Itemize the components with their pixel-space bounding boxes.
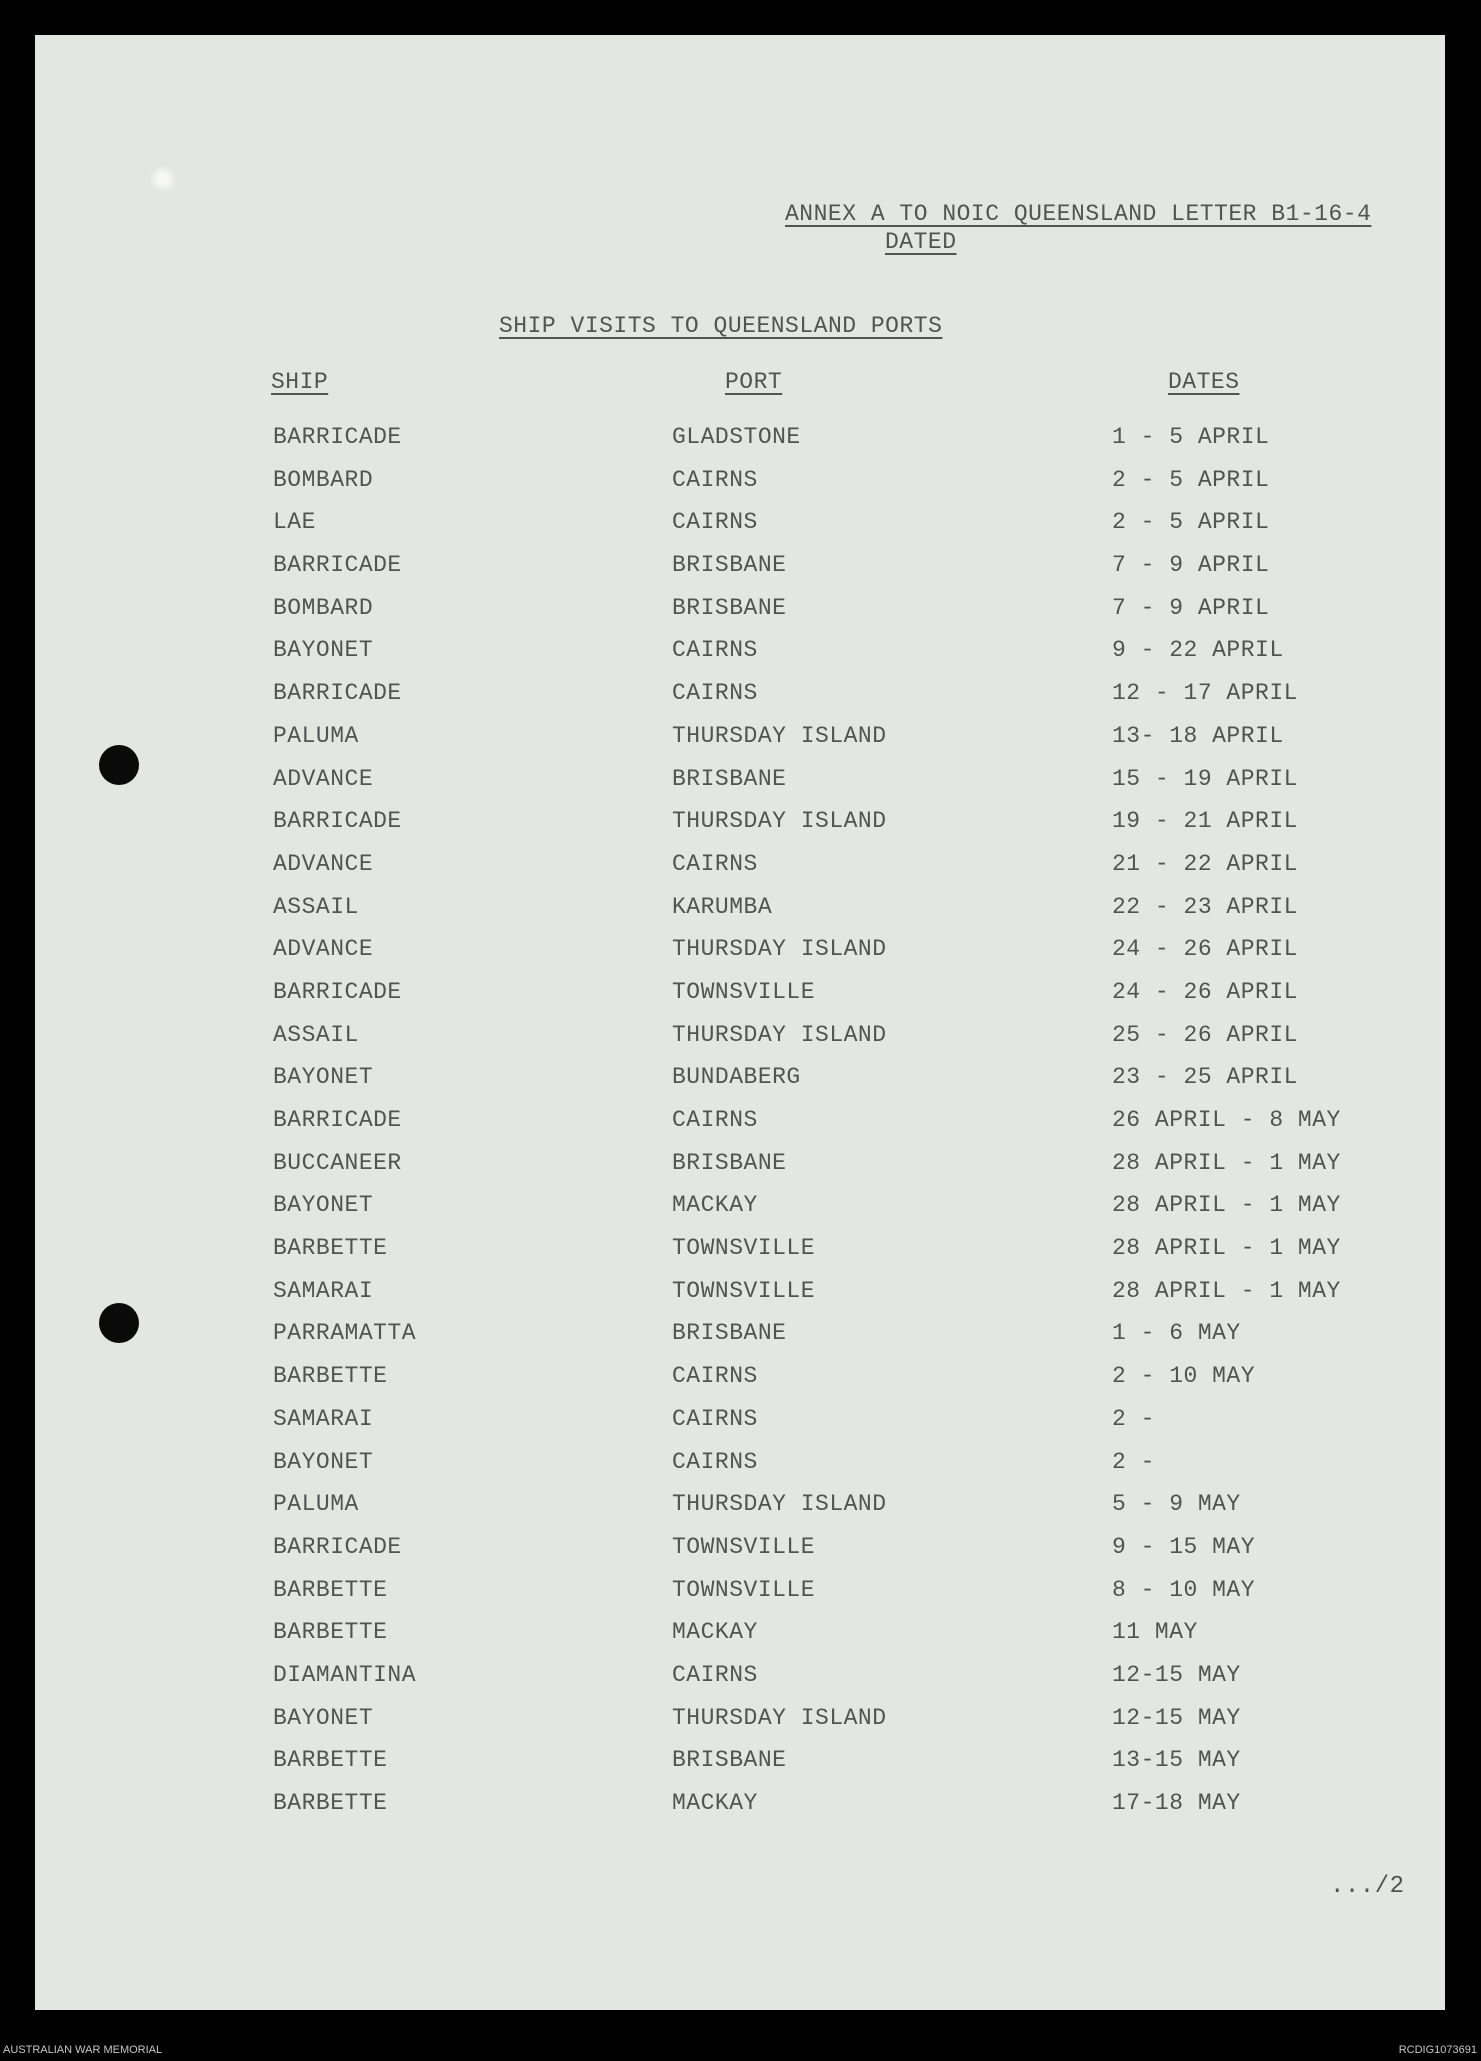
cell-ship: LAE (273, 509, 316, 536)
cell-ship: BOMBARD (273, 466, 374, 493)
annex-reference: ANNEX A TO NOIC QUEENSLAND LETTER B1-16-4 (785, 201, 1372, 227)
cell-port: CAIRNS (672, 509, 758, 536)
cell-dates: 23 - 25 APRIL (1112, 1064, 1298, 1091)
table-row (35, 1320, 1445, 1363)
table-row (35, 1705, 1445, 1748)
cell-port: BRISBANE (672, 765, 787, 792)
cell-port: TOWNSVILLE (672, 1277, 816, 1304)
cell-port: CAIRNS (672, 637, 758, 664)
cell-dates: 11 MAY (1112, 1619, 1198, 1646)
cell-port: THURSDAY ISLAND (672, 1021, 887, 1048)
footer-record-id: RCDIG1073691 (1398, 2044, 1477, 2056)
cell-dates: 7 - 9 APRIL (1112, 552, 1270, 579)
cell-dates: 25 - 26 APRIL (1112, 1021, 1298, 1048)
cell-dates: 12 - 17 APRIL (1112, 680, 1298, 707)
cell-ship: DIAMANTINA (273, 1661, 417, 1688)
cell-ship: BAYONET (273, 1064, 374, 1091)
cell-dates: 2 - 5 APRIL (1112, 509, 1270, 536)
cell-port: CAIRNS (672, 1405, 758, 1432)
cell-ship: ADVANCE (273, 936, 374, 963)
cell-port: BRISBANE (672, 552, 787, 579)
cell-port: THURSDAY ISLAND (672, 1704, 887, 1731)
cell-dates: 17-18 MAY (1112, 1790, 1241, 1816)
cell-port: CAIRNS (672, 1661, 758, 1688)
cell-dates: 28 APRIL - 1 MAY (1112, 1192, 1341, 1219)
table-row (35, 509, 1445, 552)
cell-dates: 19 - 21 APRIL (1112, 808, 1298, 835)
cell-dates: 24 - 26 APRIL (1112, 936, 1298, 963)
cell-port: BUNDABERG (672, 1064, 801, 1091)
cell-dates: 9 - 22 APRIL (1112, 637, 1284, 664)
cell-ship: BARBETTE (273, 1363, 388, 1390)
table-row (35, 1449, 1445, 1492)
table-row (35, 1406, 1445, 1449)
cell-ship: BAYONET (273, 637, 374, 664)
annex-dated: DATED (885, 229, 957, 255)
cell-port: THURSDAY ISLAND (672, 722, 887, 749)
cell-ship: SAMARAI (273, 1405, 374, 1432)
cell-dates: 1 - 6 MAY (1112, 1320, 1241, 1347)
cell-ship: ADVANCE (273, 765, 374, 792)
table-row (35, 680, 1445, 723)
cell-ship: PALUMA (273, 1491, 359, 1518)
cell-dates: 2 - (1112, 1405, 1155, 1432)
table-row (35, 637, 1445, 680)
cell-dates: 7 - 9 APRIL (1112, 594, 1270, 621)
cell-port: MACKAY (672, 1619, 758, 1646)
cell-ship: SAMARAI (273, 1277, 374, 1304)
cell-ship: BARRICADE (273, 552, 402, 579)
cell-dates: 13-15 MAY (1112, 1747, 1241, 1774)
cell-ship: BARBETTE (273, 1747, 388, 1774)
paper-blemish (148, 167, 178, 191)
cell-ship: BUCCANEER (273, 1149, 402, 1176)
table-row (35, 424, 1445, 467)
cell-port: BRISBANE (672, 1320, 787, 1347)
ship-visits-table (35, 424, 1445, 1833)
table-row (35, 979, 1445, 1022)
table-row (35, 1064, 1445, 1107)
cell-ship: BAYONET (273, 1192, 374, 1219)
table-row (35, 1534, 1445, 1577)
table-row (35, 936, 1445, 979)
cell-port: TOWNSVILLE (672, 1576, 816, 1603)
cell-port: BRISBANE (672, 594, 787, 621)
column-header-dates: DATES (1168, 369, 1240, 395)
cell-dates: 9 - 15 MAY (1112, 1533, 1256, 1560)
cell-ship: BARRICADE (273, 424, 402, 450)
cell-port: BRISBANE (672, 1747, 787, 1774)
table-row (35, 766, 1445, 809)
cell-port: BRISBANE (672, 1149, 787, 1176)
cell-dates: 28 APRIL - 1 MAY (1112, 1235, 1341, 1262)
table-row (35, 1662, 1445, 1705)
cell-port: KARUMBA (672, 893, 773, 920)
cell-ship: BARRICADE (273, 1533, 402, 1560)
table-row (35, 1278, 1445, 1321)
cell-port: GLADSTONE (672, 424, 801, 450)
cell-dates: 8 - 10 MAY (1112, 1576, 1256, 1603)
cell-ship: BARBETTE (273, 1235, 388, 1262)
continuation-marker: .../2 (1330, 1873, 1405, 1900)
table-row (35, 1491, 1445, 1534)
document-page (35, 35, 1445, 2010)
table-row (35, 894, 1445, 937)
table-row (35, 723, 1445, 766)
table-row (35, 552, 1445, 595)
cell-dates: 22 - 23 APRIL (1112, 893, 1298, 920)
cell-port: CAIRNS (672, 1363, 758, 1390)
cell-ship: BARRICADE (273, 808, 402, 835)
document-title: SHIP VISITS TO QUEENSLAND PORTS (499, 313, 943, 339)
cell-dates: 5 - 9 MAY (1112, 1491, 1241, 1518)
cell-ship: BARBETTE (273, 1790, 388, 1816)
cell-ship: ADVANCE (273, 850, 374, 877)
cell-port: CAIRNS (672, 1107, 758, 1133)
table-row (35, 1192, 1445, 1235)
cell-port: TOWNSVILLE (672, 978, 816, 1005)
table-row (35, 1107, 1445, 1150)
cell-port: MACKAY (672, 1790, 758, 1816)
cell-dates: 2 - (1112, 1448, 1155, 1475)
cell-ship: BOMBARD (273, 594, 374, 621)
footer-archive-name: AUSTRALIAN WAR MEMORIAL (3, 2044, 163, 2056)
table-row (35, 595, 1445, 638)
table-row (35, 1150, 1445, 1193)
cell-dates: 13- 18 APRIL (1112, 722, 1284, 749)
cell-port: THURSDAY ISLAND (672, 1491, 887, 1518)
cell-dates: 12-15 MAY (1112, 1704, 1241, 1731)
table-row (35, 1022, 1445, 1065)
cell-ship: BARBETTE (273, 1619, 388, 1646)
table-row (35, 1619, 1445, 1662)
cell-dates: 26 APRIL - 8 MAY (1112, 1107, 1341, 1133)
cell-ship: BAYONET (273, 1704, 374, 1731)
table-row (35, 1790, 1445, 1833)
cell-port: CAIRNS (672, 1448, 758, 1475)
cell-port: CAIRNS (672, 466, 758, 493)
cell-port: MACKAY (672, 1192, 758, 1219)
cell-dates: 28 APRIL - 1 MAY (1112, 1277, 1341, 1304)
cell-ship: PALUMA (273, 722, 359, 749)
cell-ship: BARBETTE (273, 1576, 388, 1603)
cell-port: CAIRNS (672, 850, 758, 877)
cell-ship: BAYONET (273, 1448, 374, 1475)
cell-port: THURSDAY ISLAND (672, 808, 887, 835)
cell-port: THURSDAY ISLAND (672, 936, 887, 963)
cell-dates: 1 - 5 APRIL (1112, 424, 1270, 450)
table-row (35, 467, 1445, 510)
cell-dates: 2 - 5 APRIL (1112, 466, 1270, 493)
cell-ship: ASSAIL (273, 1021, 359, 1048)
cell-dates: 28 APRIL - 1 MAY (1112, 1149, 1341, 1176)
table-row (35, 1747, 1445, 1790)
table-row (35, 808, 1445, 851)
table-row (35, 1235, 1445, 1278)
cell-dates: 12-15 MAY (1112, 1661, 1241, 1688)
cell-dates: 24 - 26 APRIL (1112, 978, 1298, 1005)
cell-ship: BARRICADE (273, 1107, 402, 1133)
cell-port: TOWNSVILLE (672, 1235, 816, 1262)
table-row (35, 851, 1445, 894)
cell-ship: ASSAIL (273, 893, 359, 920)
column-header-port: PORT (725, 369, 783, 395)
cell-ship: BARRICADE (273, 978, 402, 1005)
column-header-ship: SHIP (271, 369, 329, 395)
table-row (35, 1577, 1445, 1620)
table-row (35, 1363, 1445, 1406)
cell-dates: 2 - 10 MAY (1112, 1363, 1256, 1390)
cell-port: CAIRNS (672, 680, 758, 707)
cell-dates: 15 - 19 APRIL (1112, 765, 1298, 792)
cell-dates: 21 - 22 APRIL (1112, 850, 1298, 877)
cell-port: TOWNSVILLE (672, 1533, 816, 1560)
cell-ship: PARRAMATTA (273, 1320, 417, 1347)
cell-ship: BARRICADE (273, 680, 402, 707)
